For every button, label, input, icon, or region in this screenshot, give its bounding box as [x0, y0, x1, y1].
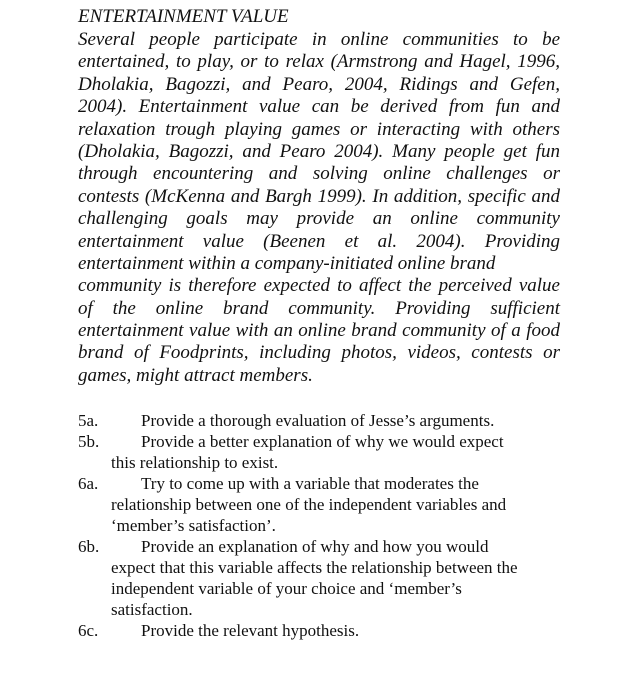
paragraph-line: through encountering and solving online challenges or: [78, 163, 560, 185]
paragraph-line: of the online brand community. Providing sufficient: [78, 297, 560, 319]
question-number: 6a.: [78, 474, 99, 493]
paragraph-line: 2004). Entertainment value can be derived from fun and: [78, 96, 560, 118]
paragraph-line: relaxation trough playing games or interacting with others: [78, 118, 560, 140]
paragraph-line: contests (McKenna and Bargh 1999). In addition, specific and: [78, 185, 560, 207]
question-text-line: expect that this variable affects the relationship between the: [111, 558, 518, 577]
question-text-line: satisfaction.: [111, 600, 193, 619]
entertainment-paragraph: [78, 29, 560, 387]
question-item-6b: [78, 536, 558, 620]
paragraph-line: entertainment value with an online brand community of a food: [78, 320, 560, 342]
section-heading: ENTERTAINMENT VALUE: [78, 6, 289, 27]
paragraph-line: entertainment value (Beenen et al. 2004). Providing: [78, 230, 560, 252]
question-number: 6b.: [78, 537, 100, 556]
question-text-line: ‘member’s satisfaction’.: [111, 516, 276, 535]
question-number: 6c.: [78, 621, 99, 640]
question-item-5a: [78, 410, 558, 431]
paragraph-line: games, might attract members.: [78, 364, 313, 386]
paragraph-line: entertainment within a company-initiated online brand: [78, 252, 496, 274]
question-text-line: Provide an explanation of why and how you would: [141, 537, 489, 556]
question-text-line: Provide a better explanation of why we would expect: [141, 432, 504, 451]
paragraph-line: community is therefore expected to affect the perceived value: [78, 275, 560, 297]
question-text-line: Provide the relevant hypothesis.: [141, 621, 360, 640]
paragraph-line: (Dholakia, Bagozzi, and Pearo 2004). Many people get fun: [78, 140, 560, 162]
paragraph-line: brand of Foodprints, including photos, videos, contests or: [78, 342, 560, 364]
question-text-line: Try to come up with a variable that moderates the: [141, 474, 479, 493]
question-number: 5a.: [78, 411, 99, 430]
question-item-6c: [78, 620, 558, 641]
question-item-6a: [78, 473, 558, 536]
paragraph-line: challenging goals may provide an online community: [78, 208, 560, 230]
question-text-line: independent variable of your choice and ‘member’s: [111, 579, 462, 598]
question-text-line: this relationship to exist.: [111, 453, 279, 472]
paragraph-line: Several people participate in online communities to be: [78, 29, 560, 50]
question-number: 5b.: [78, 432, 100, 451]
question-text-line: relationship between one of the independent variables and: [111, 495, 507, 514]
question-list: [78, 410, 558, 641]
paragraph-line: entertained, to play, or to relax (Armstrong and Hagel, 1996,: [78, 51, 560, 73]
paragraph-line: Dholakia, Bagozzi, and Pearo, 2004, Ridings and Gefen,: [78, 73, 560, 95]
question-text-line: Provide a thorough evaluation of Jesse’s arguments.: [141, 411, 495, 430]
question-item-5b: [78, 431, 558, 473]
